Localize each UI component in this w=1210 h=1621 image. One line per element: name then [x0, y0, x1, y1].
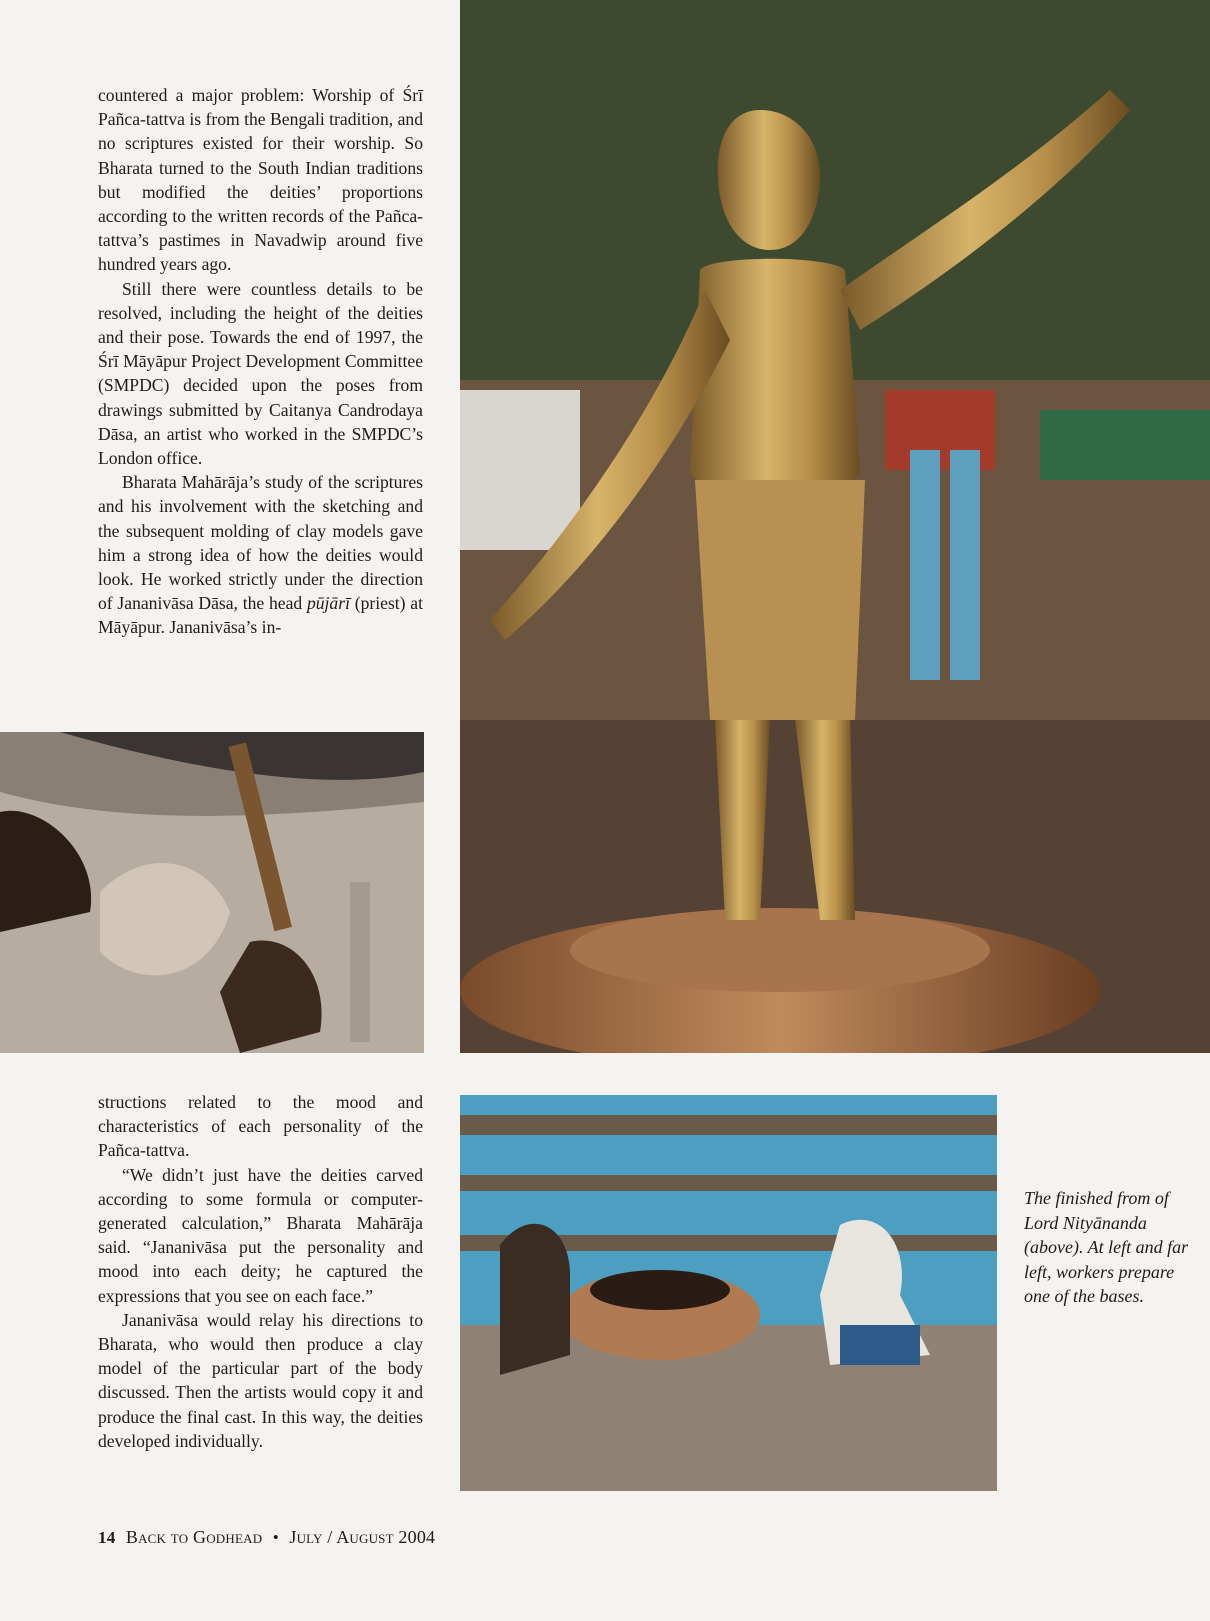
paragraph-1: countered a major problem: Worship of Śrī Pañca-tattva is from the Bengali tradition, and no scriptures existed for their worship. So Bharata turned to the South Indian traditions but modified the deities’ proportions according to the written records of the Pañca-tattva’s pastimes in Navadwip around five hundred years ago.: [98, 85, 423, 275]
statue-photo: [460, 0, 1210, 1053]
page-number: 14: [98, 1528, 116, 1547]
footer-separator: •: [272, 1528, 279, 1547]
issue-date: July / August 2004: [289, 1527, 436, 1547]
paragraph-4: structions related to the mood and characteristics of each personality of the Pañca-tattva.: [98, 1092, 423, 1161]
workers-photo: [460, 1095, 997, 1491]
hammer-closeup-illustration: [0, 732, 424, 1053]
paragraph-6: Jananivāsa would relay his directions to Bharata, who would then produce a clay model of the particular part of the body discussed. Then the artists would copy it and produce the final cast. In this way, the deities developed individually.: [98, 1309, 423, 1451]
paragraph-3-text-b: (priest) at Māyāpur. Jananivāsa’s in-: [98, 593, 423, 638]
paragraph-3-text-a: Bharata Mahārāja’s study of the scriptures and his involvement with the sketching and the subsequent molding of clay models gave him a strong idea of how the deities would look. He worked strictly under the direction of Jananivāsa Dāsa, the head: [98, 472, 423, 614]
article-column-bottom: [98, 1090, 423, 1453]
paragraph-3: [98, 470, 423, 639]
hammer-closeup-photo: [0, 732, 424, 1053]
article-column-top: [98, 83, 423, 640]
page-footer: [98, 1527, 518, 1548]
paragraph-3-italic-term: pūjārī: [306, 593, 350, 614]
paragraph-2: Still there were countless details to be resolved, including the height of the deities and their pose. Towards the end of 1997, the Śrī Māyāpur Project Development Committee (SMPDC) decided upon the poses from drawings submitted by Caitanya Candrodaya Dāsa, an artist who worked in the SMPDC’s London office.: [98, 278, 423, 469]
magazine-title: Back to Godhead: [125, 1527, 263, 1547]
paragraph-5: “We didn’t just have the deities carved according to some formula or computer-generated calculation,” Bharata Mahārāja said. “Jananivāsa put the personality and mood into each deity; he captured the expressions that you see on each face.”: [98, 1164, 423, 1306]
photo-caption: The finished from of Lord Nityānanda (above). At left and far left, workers prepare one of the bases.: [1024, 1188, 1189, 1307]
workers-photo-illustration: [460, 1095, 997, 1491]
statue-photo-illustration: [460, 0, 1210, 1053]
